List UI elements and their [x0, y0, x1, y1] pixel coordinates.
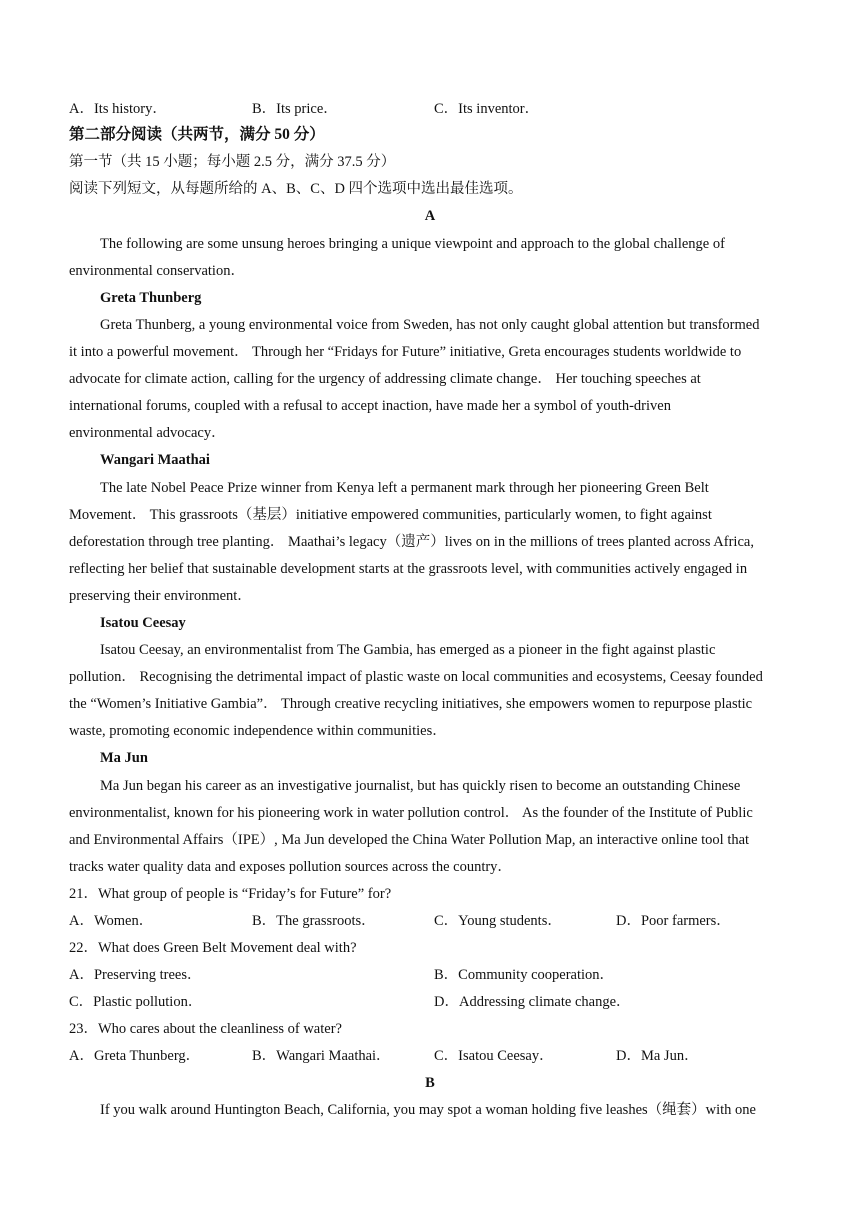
paragraph-line: pollution． Recognising the detrimental impact of plastic waste on local communities and ecosystems, Ceesay founded	[69, 669, 763, 685]
paragraph-line: environmental advocacy．	[69, 425, 226, 441]
paragraph-line: waste, promoting economic independence within communities．	[69, 723, 447, 739]
section-heading-ma-jun: Ma Jun	[100, 750, 148, 766]
section-heading-greta: Greta Thunberg	[100, 290, 202, 306]
q22-option-a[interactable]: A．Preserving trees．	[69, 967, 202, 983]
passage-b-first-line: If you walk around Huntington Beach, California, you may spot a woman holding five leashes（绳套）with one	[100, 1102, 756, 1118]
q21-option-b[interactable]: B．The grassroots．	[252, 913, 376, 929]
paragraph-line: Movement． This grassroots（基层）initiative empowered communities, particularly women, to fight against	[69, 507, 712, 523]
q21-option-a[interactable]: A．Women．	[69, 913, 154, 929]
question-22-stem: 22．What does Green Belt Movement deal with?	[69, 940, 357, 956]
paragraph-line: The late Nobel Peace Prize winner from Kenya left a permanent mark through her pioneering Green Belt	[100, 480, 709, 496]
paragraph-line: the “Women’s Initiative Gambia”． Through creative recycling initiatives, she empowers women to repurpose plastic	[69, 696, 753, 712]
paragraph-line: and Environmental Affairs（IPE）, Ma Jun developed the China Water Pollution Map, an interactive online tool that	[69, 832, 750, 848]
paragraph-line: advocate for climate action, calling for the urgency of addressing climate change． Her touching speeches at	[69, 371, 701, 387]
paragraph-line: Ma Jun began his career as an investigative journalist, but has quickly risen to become an outstanding Chinese	[100, 778, 741, 794]
paragraph-line: Isatou Ceesay, an environmentalist from The Gambia, has emerged as a pioneer in the fight against plastic	[100, 642, 716, 658]
q23-option-a[interactable]: A．Greta Thunberg．	[69, 1048, 201, 1064]
question-21-stem: 21．What group of people is “Friday’s for Future” for?	[69, 886, 392, 902]
section-heading-wangari: Wangari Maathai	[100, 452, 210, 468]
instruction: 阅读下列短文，从每题所给的 A、B、C、D 四个选项中选出最佳选项。	[69, 181, 523, 197]
passage-b-label: B	[425, 1075, 435, 1091]
prev-option-c: C．Its inventor．	[434, 101, 540, 117]
paragraph-line: it into a powerful movement． Through her “Fridays for Future” initiative, Greta encourages students worldwide to	[69, 344, 742, 360]
paragraph-line: preserving their environment．	[69, 588, 252, 604]
prev-option-a: A．Its history．	[69, 101, 167, 117]
intro-line: environmental conservation．	[69, 263, 245, 279]
paragraph-line: tracks water quality data and exposes pollution sources across the country．	[69, 859, 512, 875]
section-heading-isatou: Isatou Ceesay	[100, 615, 186, 631]
intro-line: The following are some unsung heroes bringing a unique viewpoint and approach to the global challenge of	[100, 236, 725, 252]
part2-title: 第二部分阅读（共两节，满分 50 分）	[69, 126, 325, 143]
paragraph-line: deforestation through tree planting． Maathai’s legacy（遗产）lives on in the millions of trees planted across Africa,	[69, 534, 754, 550]
paragraph-line: Greta Thunberg, a young environmental voice from Sweden, has not only caught global attention but transformed	[100, 317, 760, 333]
q22-option-d[interactable]: D．Addressing climate change．	[434, 994, 631, 1010]
section1-note: 第一节（共 15 小题；每小题 2.5 分，满分 37.5 分）	[69, 154, 396, 170]
q21-option-d[interactable]: D．Poor farmers．	[616, 913, 731, 929]
q22-option-c[interactable]: C．Plastic pollution．	[69, 994, 203, 1010]
paragraph-line: environmentalist, known for his pioneering work in water pollution control． As the founder of the Institute of Public	[69, 805, 753, 821]
q23-option-b[interactable]: B．Wangari Maathai．	[252, 1048, 391, 1064]
q21-option-c[interactable]: C．Young students．	[434, 913, 562, 929]
q22-option-b[interactable]: B．Community cooperation．	[434, 967, 615, 983]
paragraph-line: international forums, coupled with a refusal to accept inaction, have made her a symbol of youth-driven	[69, 398, 671, 414]
passage-a-label: A	[424, 208, 436, 224]
q23-option-d[interactable]: D．Ma Jun．	[616, 1048, 699, 1064]
prev-option-b: B．Its price．	[252, 101, 338, 117]
question-23-stem: 23．Who cares about the cleanliness of water?	[69, 1021, 342, 1037]
q23-option-c[interactable]: C．Isatou Ceesay．	[434, 1048, 554, 1064]
paragraph-line: reflecting her belief that sustainable development starts at the grassroots level, with communities actively engaged in	[69, 561, 748, 577]
